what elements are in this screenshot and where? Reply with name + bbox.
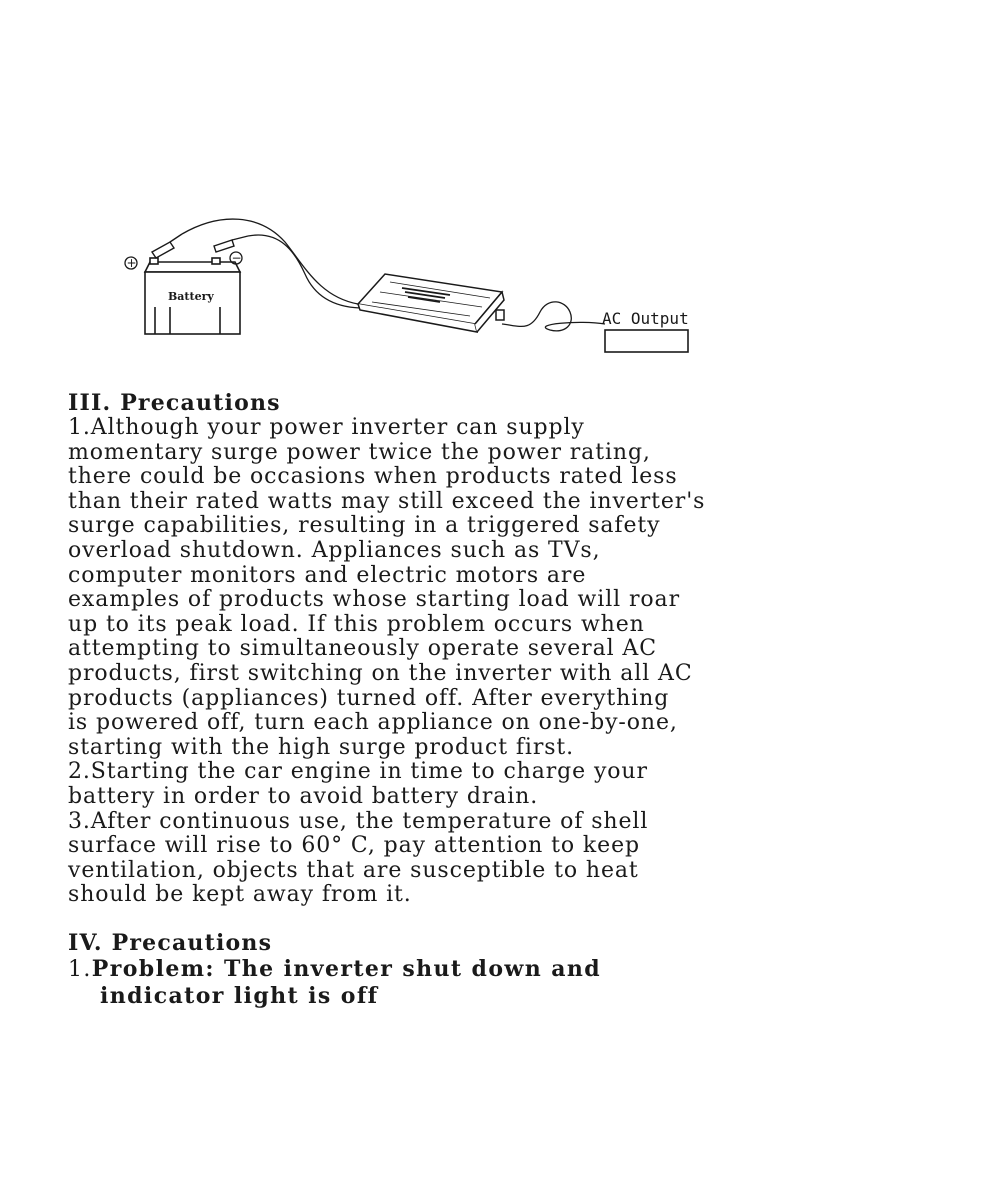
section-heading: IV. Precautions [68,930,273,956]
text-line: 1.Although your power inverter can supply [68,415,585,440]
text-line: 3.After continuous use, the temperature of shell [68,808,649,834]
text-line: 2.Starting the car engine in time to charge your [68,759,648,785]
section-precautions-iv [68,930,768,1010]
minus-symbol: − [231,251,242,265]
plus-terminal-icon [125,256,137,270]
plus-symbol: + [126,256,137,270]
section-precautions-iii [68,390,768,908]
minus-terminal-icon [230,251,242,265]
text-line: is powered off, turn each appliance on one-by-one, [68,710,678,736]
text-line: momentary surge power twice the power rating, [68,439,651,465]
problem-title [68,956,768,983]
text-line: attempting to simultaneously operate several AC [68,636,657,662]
text-line: overload shutdown. Appliances such as TVs, [68,537,601,563]
battery-icon [145,258,240,334]
section-body [68,416,768,908]
text-line: ventilation, objects that are susceptible to heat [68,857,639,883]
ac-output-label: AC Output [602,309,689,328]
text-line: examples of products whose starting load will roar [68,587,680,613]
battery-label: Battery [168,290,214,303]
wiring-diagram [110,212,710,362]
problem-number: 1. [68,957,92,982]
text-line: than their rated watts may still exceed the inverter's [68,488,706,514]
problem-title-line-2: indicator light is off [100,983,379,1009]
text-line: products, first switching on the inverter with all AC [68,660,693,686]
text-line: battery in order to avoid battery drain. [68,783,539,809]
ac-output-box [602,309,689,352]
text-line: up to its peak load. If this problem occurs when [68,611,645,637]
text-line: surge capabilities, resulting in a triggered safety [68,513,661,539]
section-heading: III. Precautions [68,390,281,416]
inverter-icon [358,274,504,332]
text-line: should be kept away from it. [68,882,412,908]
text-line: products (appliances) turned off. After everything [68,685,670,711]
text-line: starting with the high surge product first. [68,734,575,760]
text-line: computer monitors and electric motors are [68,562,587,588]
text-line: surface will rise to 60° C, pay attention to keep [68,833,640,859]
text-line: there could be occasions when products rated less [68,464,678,490]
problem-title-line-1: Problem: The inverter shut down and [91,956,602,982]
